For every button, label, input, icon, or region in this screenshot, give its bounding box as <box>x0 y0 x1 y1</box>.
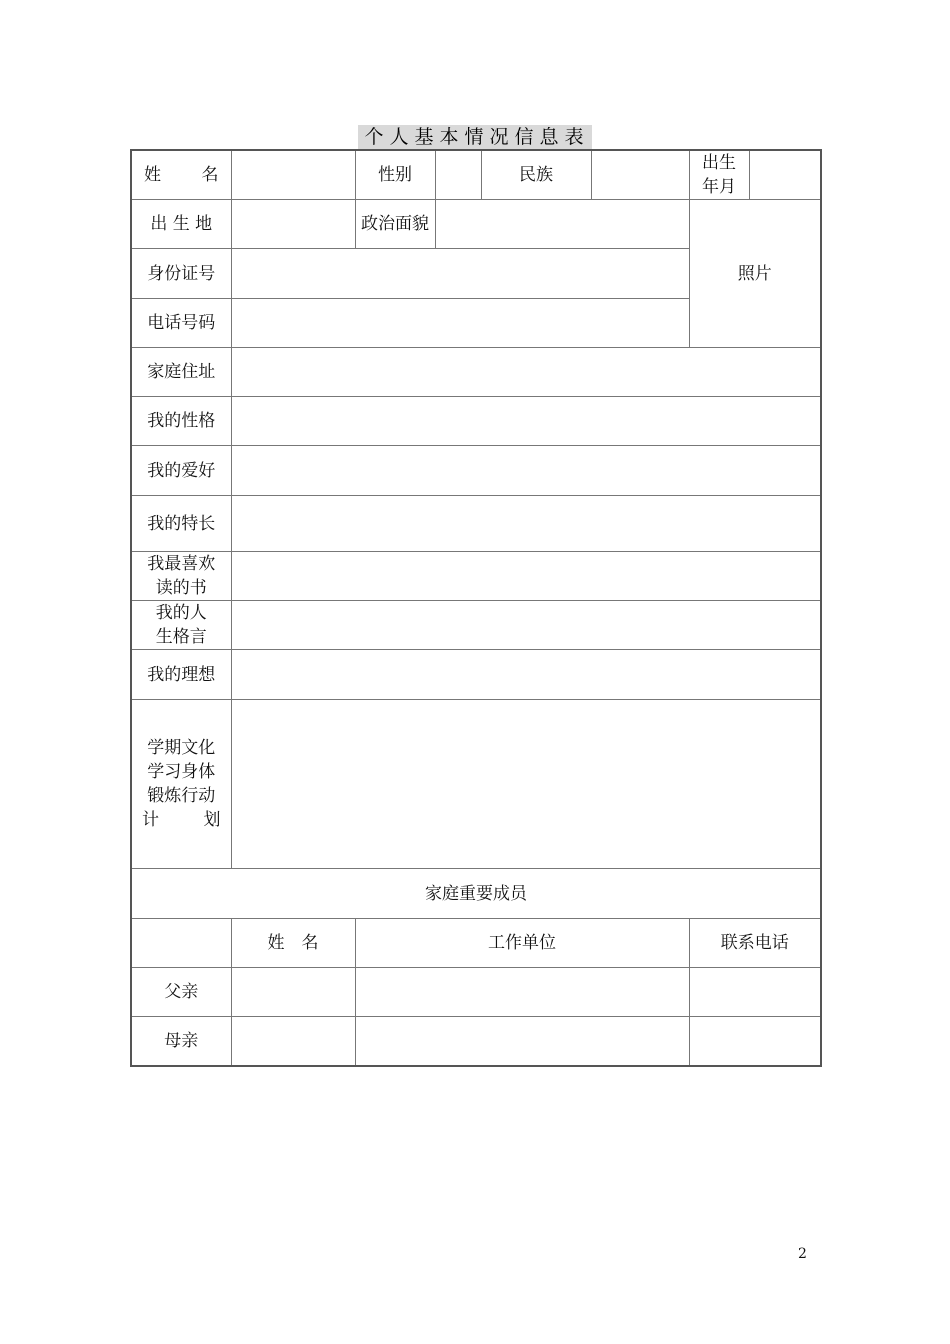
birthplace-label: 出 生 地 <box>131 200 231 249</box>
motto-field[interactable] <box>231 601 821 650</box>
father-name-field[interactable] <box>231 968 355 1017</box>
ethnicity-label: 民族 <box>481 150 591 200</box>
family-col-work: 工作单位 <box>355 919 689 968</box>
birth-date-field[interactable] <box>749 150 821 200</box>
plan-field[interactable] <box>231 700 821 869</box>
phone-field[interactable] <box>231 299 689 348</box>
birth-date-label: 出生 年月 <box>689 150 749 200</box>
favorite-book-label: 我最喜欢 读的书 <box>131 552 231 601</box>
birthplace-field[interactable] <box>231 200 355 249</box>
father-work-field[interactable] <box>355 968 689 1017</box>
ideal-label: 我的理想 <box>131 650 231 700</box>
photo-cell[interactable] <box>689 200 821 348</box>
page-number: 2 <box>798 1246 807 1262</box>
mother-phone-field[interactable] <box>689 1017 821 1066</box>
form-title: 个人基本情况信息表 <box>0 122 950 149</box>
gender-field[interactable] <box>435 150 481 200</box>
political-label: 政治面貌 <box>355 200 435 249</box>
specialty-label: 我的特长 <box>131 496 231 552</box>
personality-field[interactable] <box>231 397 821 446</box>
ethnicity-field[interactable] <box>591 150 689 200</box>
gender-label: 性别 <box>355 150 435 200</box>
ideal-field[interactable] <box>231 650 821 700</box>
address-field[interactable] <box>231 348 821 397</box>
address-label: 家庭住址 <box>131 348 231 397</box>
family-section-title: 家庭重要成员 <box>131 869 821 919</box>
plan-label: 学期文化 学习身体 锻炼行动 计 划 <box>131 700 231 869</box>
name-field[interactable] <box>231 150 355 200</box>
mother-label: 母亲 <box>131 1017 231 1066</box>
personality-label: 我的性格 <box>131 397 231 446</box>
father-label: 父亲 <box>131 968 231 1017</box>
family-col-name: 姓 名 <box>231 919 355 968</box>
favorite-book-field[interactable] <box>231 552 821 601</box>
name-label: 姓 名 <box>131 150 231 200</box>
specialty-field[interactable] <box>231 496 821 552</box>
photo-label: 照片 <box>737 263 772 284</box>
hobby-label: 我的爱好 <box>131 446 231 496</box>
hobby-field[interactable] <box>231 446 821 496</box>
phone-label: 电话号码 <box>131 299 231 348</box>
family-col-phone: 联系电话 <box>689 919 821 968</box>
motto-label: 我的人 生格言 <box>131 601 231 650</box>
mother-name-field[interactable] <box>231 1017 355 1066</box>
mother-work-field[interactable] <box>355 1017 689 1066</box>
personal-info-table <box>130 149 822 1067</box>
father-phone-field[interactable] <box>689 968 821 1017</box>
family-header-blank <box>131 919 231 968</box>
id-field[interactable] <box>231 249 689 299</box>
political-field[interactable] <box>435 200 689 249</box>
id-label: 身份证号 <box>131 249 231 299</box>
